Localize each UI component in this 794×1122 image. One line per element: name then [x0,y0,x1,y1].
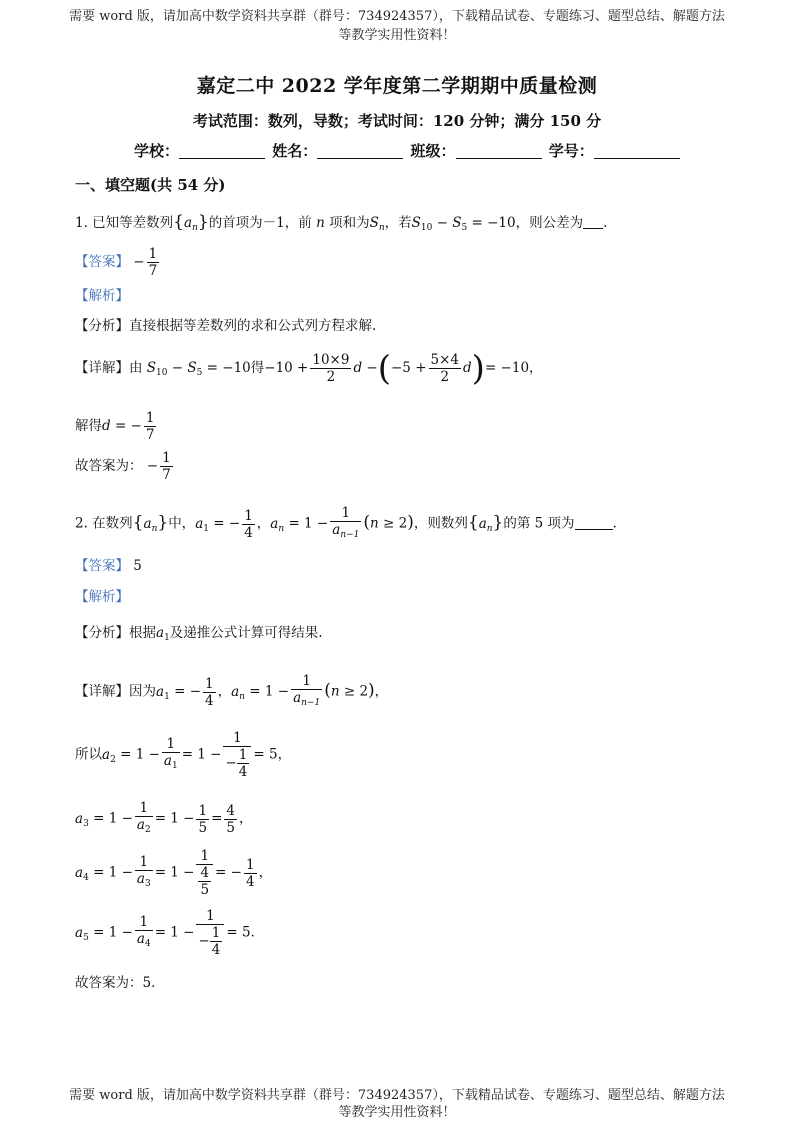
q2-jiexi-tag: 【解析】 [75,589,129,605]
school-label: 学校： [134,142,180,160]
student-no-label: 学号： [548,142,594,160]
q1-jiexi-tag: 【解析】 [75,288,129,304]
top-banner-line-1: 需要 word 版，请加高中数学资料共享群（群号：734924357），下载精品试卷、专题练习、题型总结、解题方法 [69,9,725,24]
student-no-blank [594,142,680,159]
answer-blank [575,515,613,530]
q1-answer: 【答案】 − $\frac{1}{7}$ [75,246,158,279]
q2-a4: $a_4 = 1$ − $\frac{1}{a_3}$ = 1 − $\frac{1}{\frac{4}{5}}$ = − $\frac{1}{4}$ ， [75,848,273,898]
q2-a3: $a_3 = 1$ − $\frac{1}{a_2}$ = 1 − $\frac{1}{5}$ = $\frac{4}{5}$ ， [75,800,253,836]
q1-solve: 解得d = − $\frac{1}{7}$ [75,410,155,443]
q2-a2: 所以$a_2 = 1$ − $\frac{1}{a_1}$ = 1 − 1 − $\frac{1}{4}$ = 5， [75,730,292,780]
answer-tag: 【答案】 [75,254,129,270]
student-info-fields [134,140,682,161]
exam-subtitle: 考试范围：数列，导数；考试时间：120 分钟；满分 150 分 [192,112,602,130]
class-label: 班级： [410,142,456,160]
question-1: 1. 已知等差数列$\{a_n\}$的首项为－1，前 n 项和为$S_n$，若$S_{10} - S_5 = -10$，则公差为 . [75,212,608,233]
q2-answer: 【答案】 5 [75,558,142,574]
footer-banner-line-1: 需要 word 版，请加高中数学资料共享群（群号：734924357），下载精品试卷、专题练习、题型总结、解题方法 [69,1088,725,1103]
top-banner-line-2: 等教学实用性资料！ [338,28,456,43]
q1-detail: 【详解】由 $S_{10} - S_5 = -10$得−10 + $\frac{10\times 9}{2}$ d −(−5 + $\frac{5\times 4}{2}$ d)= −10， [75,348,543,389]
answer-tag: 【答案】 [75,558,129,574]
q1-final: 故答案为： − $\frac{1}{7}$ [75,450,171,483]
footer-banner-line-2: 等教学实用性资料！ [338,1105,456,1120]
q2-detail: 【详解】因为$a_1$ = − $\frac{1}{4}$ ，$a_n = 1$ − $\frac{1}{a_{n-1}}$ (n ≥ 2)， [75,673,389,709]
school-blank [179,142,265,159]
q2-a5: $a_5 = 1$ − $\frac{1}{a_4}$ = 1 − 1 − $\frac{1}{4}$ = 5． [75,908,265,958]
q2-final: 故答案为：5． [75,975,165,991]
q1-analysis: 【分析】直接根据等差数列的求和公式列方程求解. [75,318,377,334]
q2-analysis: 【分析】根据$a_1$及递推公式计算可得结果. [75,625,323,643]
exam-title: 嘉定二中 2022 学年度第二学期期中质量检测 [196,75,598,97]
name-blank [317,142,403,159]
answer-blank [583,214,603,229]
section-title: 一、填空题(共 54 分) [75,176,226,194]
name-label: 姓名： [272,142,318,160]
class-blank [456,142,542,159]
question-2: 2. 在数列$\{a_n\}$中，$a_1$ = − $\frac{1}{4}$ ，$a_n = 1$ − $\frac{1}{a_{n-1}}$ (n ≥ 2)，则数列$\{a_n\}$的第 5 项为 . [75,505,617,541]
